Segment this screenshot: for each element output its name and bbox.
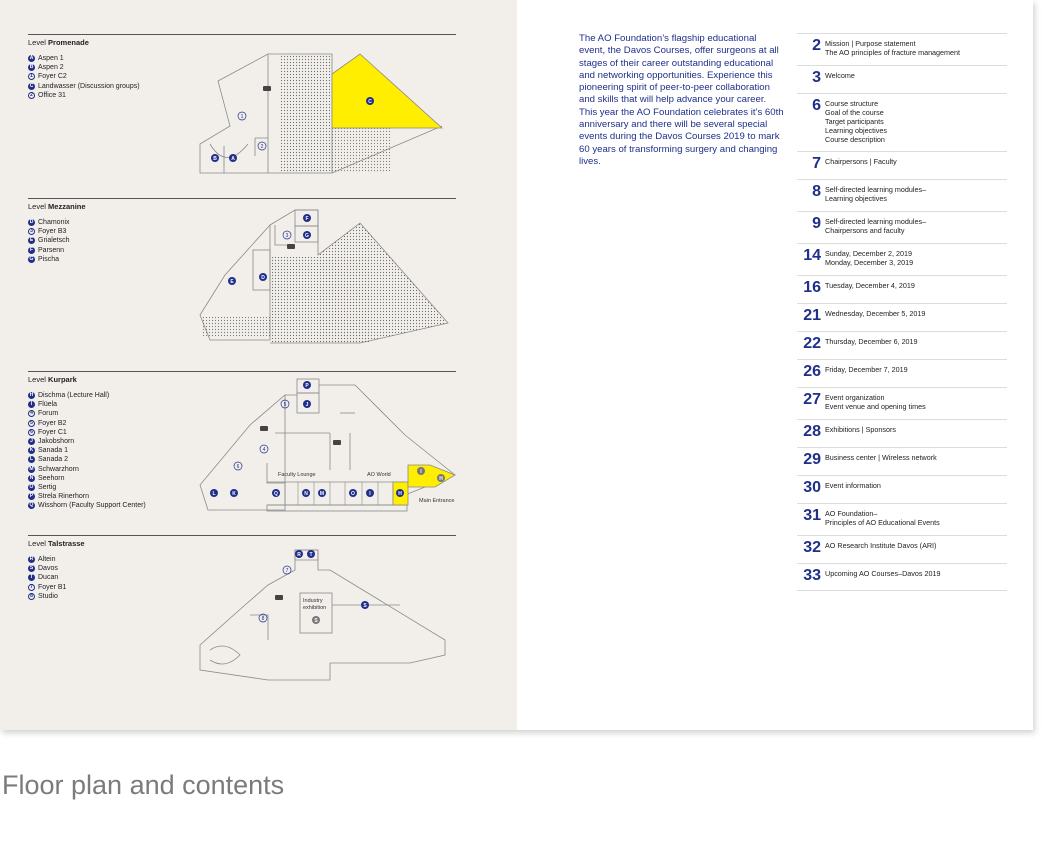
svg-text:B: B xyxy=(213,156,217,162)
toc-entry-text xyxy=(825,279,915,290)
floor-plan-kurpark xyxy=(190,375,460,515)
restroom-icon xyxy=(260,426,268,431)
room-marker xyxy=(272,489,280,497)
industry-exhibition-label: Industry xyxy=(303,598,323,604)
room-marker-icon: J xyxy=(28,438,35,445)
room-legend-item xyxy=(28,501,146,510)
toc-entry-text xyxy=(825,307,925,318)
room-legend-item xyxy=(28,492,146,501)
svg-text:C: C xyxy=(368,99,372,105)
toc-line: AO Research Institute Davos (ARI) xyxy=(825,541,937,550)
room-legend-item xyxy=(28,246,70,255)
room-legend-item xyxy=(28,564,66,573)
room-name: Chamonix xyxy=(38,219,70,227)
toc-page-number: 7 xyxy=(812,155,821,172)
floor-plan-page xyxy=(0,0,517,730)
room-marker-icon: E xyxy=(29,237,34,244)
toc-line: The AO principles of fracture management xyxy=(825,48,961,57)
room-marker-icon: F xyxy=(29,246,34,253)
svg-text:2: 2 xyxy=(260,144,264,150)
room-legend-item xyxy=(28,465,146,474)
room-marker-icon: 1 xyxy=(28,73,35,80)
toc-line: Friday, December 7, 2019 xyxy=(825,365,908,374)
toc-page-number: 26 xyxy=(803,363,821,380)
toc-entry-text xyxy=(825,391,926,411)
table-of-contents xyxy=(797,33,1007,591)
toc-entry xyxy=(797,179,1007,211)
toc-entry xyxy=(797,359,1007,387)
toc-entry xyxy=(797,535,1007,563)
room-name: Foyer B3 xyxy=(38,228,67,236)
room-name: Foyer B2 xyxy=(38,419,67,427)
toc-line: Course structure xyxy=(825,99,879,108)
svg-text:R: R xyxy=(297,552,301,558)
level-divider xyxy=(28,34,456,35)
toc-line: Learning objectives xyxy=(825,126,887,135)
toc-entry xyxy=(797,563,1007,591)
toc-entry-text xyxy=(825,215,926,235)
toc-entry-text xyxy=(825,363,908,374)
room-marker-icon: T xyxy=(29,574,34,581)
room-name: Forum xyxy=(38,410,59,418)
room-marker xyxy=(312,616,320,624)
toc-page-number: 9 xyxy=(812,215,821,232)
room-legend-item xyxy=(28,446,146,455)
room-name: Pischa xyxy=(38,255,60,263)
room-legend-item xyxy=(28,583,66,592)
room-name: Strela Rinerhorn xyxy=(38,493,89,501)
room-marker-icon: I xyxy=(28,401,35,408)
room-marker-icon: H xyxy=(29,392,34,399)
room-marker xyxy=(211,154,219,162)
toc-entry-text xyxy=(825,247,913,267)
level-title: Level Talstrasse xyxy=(28,539,85,548)
room-legend xyxy=(28,54,140,100)
room-marker xyxy=(417,467,425,475)
toc-entry-text xyxy=(825,423,896,434)
room-marker-icon: N xyxy=(29,474,34,481)
room-marker xyxy=(259,273,267,281)
toc-entry xyxy=(797,447,1007,475)
svg-text:N: N xyxy=(304,491,308,497)
room-legend-item xyxy=(28,474,146,483)
toc-entry-text xyxy=(825,183,926,203)
level-divider xyxy=(28,198,456,199)
svg-text:T: T xyxy=(309,552,313,558)
room-legend-item xyxy=(28,227,70,236)
floor-plan-mezzanine xyxy=(190,205,450,345)
room-marker xyxy=(349,489,357,497)
room-name: Sanada 1 xyxy=(38,447,68,455)
room-marker xyxy=(318,489,326,497)
room-marker-icon: L xyxy=(29,456,34,463)
room-legend-item xyxy=(28,419,146,428)
toc-entry xyxy=(797,33,1007,65)
room-marker-icon: M xyxy=(29,465,34,472)
room-legend-item xyxy=(28,592,66,601)
room-legend-item xyxy=(28,483,146,492)
seating-area xyxy=(279,54,332,173)
toc-line: Goal of the course xyxy=(825,108,884,117)
room-name: Landwasser (Discussion groups) xyxy=(38,82,140,90)
image-caption: Floor plan and contents xyxy=(2,770,285,800)
toc-line: Chairpersons and faculty xyxy=(825,226,905,235)
toc-entry-text xyxy=(825,97,887,144)
room-marker-icon: G xyxy=(29,255,34,262)
svg-text:7: 7 xyxy=(285,568,289,574)
room-marker xyxy=(238,112,246,120)
ao-world-label: AO World xyxy=(367,472,391,478)
room-marker-icon: 8 xyxy=(28,593,35,600)
room-marker xyxy=(295,550,303,558)
toc-entry xyxy=(797,387,1007,419)
toc-line: Thursday, December 6, 2019 xyxy=(825,337,918,346)
room-name: Sanada 2 xyxy=(38,456,68,464)
toc-entry xyxy=(797,303,1007,331)
room-name: Aspen 1 xyxy=(38,55,64,63)
toc-entry-text xyxy=(825,567,940,578)
room-name: Grialetsch xyxy=(38,237,70,245)
toc-line: Learning objectives xyxy=(825,194,887,203)
restroom-icon xyxy=(263,86,271,91)
toc-line: Self-directed learning modules– xyxy=(825,185,927,194)
toc-entry xyxy=(797,65,1007,93)
toc-line: Mission | Purpose statement xyxy=(825,39,916,48)
room-legend-item xyxy=(28,54,140,63)
toc-line: Exhibitions | Sponsors xyxy=(825,425,896,434)
room-marker xyxy=(303,231,311,239)
svg-text:A: A xyxy=(231,156,235,162)
room-marker xyxy=(210,489,218,497)
svg-text:I: I xyxy=(420,469,422,475)
room-marker xyxy=(259,614,267,622)
room-legend-item xyxy=(28,63,140,72)
toc-line: Wednesday, December 5, 2019 xyxy=(825,309,926,318)
room-name: Wisshorn (Faculty Support Center) xyxy=(38,502,146,510)
room-marker xyxy=(302,489,310,497)
room-legend-item xyxy=(28,409,146,418)
svg-text:D: D xyxy=(261,275,265,281)
toc-page-number: 32 xyxy=(803,539,821,556)
toc-entry-text xyxy=(825,507,940,527)
svg-text:P: P xyxy=(305,383,309,389)
svg-text:3: 3 xyxy=(285,233,289,239)
room-marker xyxy=(396,489,404,497)
toc-entry-text xyxy=(825,69,855,80)
floor-plan-promenade xyxy=(190,46,450,181)
room-name: Dischma (Lecture Hall) xyxy=(38,392,110,400)
room-legend-item xyxy=(28,437,146,446)
restroom-icon xyxy=(333,440,341,445)
room-marker-icon: 5 xyxy=(28,420,35,427)
room-name: Aspen 2 xyxy=(38,64,64,72)
svg-text:K: K xyxy=(232,491,236,497)
room-legend-item xyxy=(28,455,146,464)
svg-text:I: I xyxy=(369,491,371,497)
room-marker-icon: A xyxy=(29,55,34,62)
toc-entry xyxy=(797,93,1007,151)
room-legend-item xyxy=(28,400,146,409)
svg-text:E: E xyxy=(230,279,234,285)
toc-entry xyxy=(797,211,1007,243)
toc-entry-text xyxy=(825,479,881,490)
room-marker-icon: 6 xyxy=(28,429,35,436)
toc-line: AO Foundation– xyxy=(825,509,878,518)
toc-line: Self-directed learning modules– xyxy=(825,217,927,226)
toc-page-number: 21 xyxy=(803,307,821,324)
toc-entry xyxy=(797,331,1007,359)
room-legend-item xyxy=(28,573,66,582)
highlighted-room-landwasser xyxy=(332,54,442,128)
room-marker xyxy=(303,214,311,222)
contents-page xyxy=(517,0,1033,730)
room-marker xyxy=(234,462,242,470)
room-name: Altein xyxy=(38,556,56,564)
toc-page-number: 30 xyxy=(803,479,821,496)
room-marker xyxy=(281,400,289,408)
svg-text:F: F xyxy=(305,216,309,222)
toc-page-number: 8 xyxy=(812,183,821,200)
toc-entry-text xyxy=(825,451,937,462)
room-name: Ducan xyxy=(38,574,59,582)
toc-entry-text xyxy=(825,335,918,346)
toc-page-number: 28 xyxy=(803,423,821,440)
room-marker xyxy=(303,381,311,389)
svg-text:G: G xyxy=(305,233,309,239)
room-marker-icon: 4 xyxy=(28,410,35,417)
room-marker xyxy=(303,400,311,408)
room-marker-icon: 3 xyxy=(28,228,35,235)
room-name: Schwarzhorn xyxy=(38,465,79,473)
room-name: Office 31 xyxy=(38,91,66,99)
room-marker xyxy=(228,277,236,285)
svg-text:8: 8 xyxy=(261,616,265,622)
svg-text:4: 4 xyxy=(262,447,266,453)
toc-entry-text xyxy=(825,155,897,166)
room-name: Jakobshorn xyxy=(38,438,75,446)
room-marker-icon: 7 xyxy=(28,584,35,591)
room-marker xyxy=(283,231,291,239)
svg-text:6: 6 xyxy=(236,464,240,470)
room-marker xyxy=(230,489,238,497)
room-name: Studio xyxy=(38,592,58,600)
room-legend-item xyxy=(28,428,146,437)
room-marker xyxy=(229,154,237,162)
room-legend-item xyxy=(28,236,70,245)
toc-entry xyxy=(797,419,1007,447)
room-marker-icon: Q xyxy=(29,502,34,509)
room-name: Parsenn xyxy=(38,246,65,254)
toc-entry xyxy=(797,475,1007,503)
level-title: Level Mezzanine xyxy=(28,202,86,211)
room-marker xyxy=(366,489,374,497)
svg-text:L: L xyxy=(212,491,216,497)
room-legend-item xyxy=(28,255,70,264)
toc-line: Monday, December 3, 2019 xyxy=(825,258,914,267)
room-marker xyxy=(361,601,369,609)
level-title: Level Promenade xyxy=(28,38,89,47)
toc-entry-text xyxy=(825,37,960,57)
toc-line: Chairpersons | Faculty xyxy=(825,157,897,166)
toc-line: Event venue and opening times xyxy=(825,402,926,411)
room-marker xyxy=(307,550,315,558)
room-legend-item xyxy=(28,555,66,564)
room-legend xyxy=(28,391,146,510)
toc-line: Upcoming AO Courses–Davos 2019 xyxy=(825,569,941,578)
svg-text:S: S xyxy=(363,603,367,609)
toc-entry xyxy=(797,243,1007,275)
toc-page-number: 27 xyxy=(803,391,821,408)
toc-line: Principles of AO Educational Events xyxy=(825,518,940,527)
toc-line: Sunday, December 2, 2019 xyxy=(825,249,912,258)
room-name: Seehorn xyxy=(38,474,65,482)
toc-page-number: 22 xyxy=(803,335,821,352)
restroom-icon xyxy=(287,244,295,249)
main-entrance-label: Main Entrance xyxy=(419,498,455,504)
restroom-icon xyxy=(275,595,283,600)
room-legend-item xyxy=(28,72,140,81)
toc-entry-text xyxy=(825,539,936,550)
svg-text:M: M xyxy=(319,491,325,497)
toc-entry xyxy=(797,275,1007,303)
room-legend xyxy=(28,218,70,264)
toc-line: Tuesday, December 4, 2019 xyxy=(825,281,915,290)
level-divider xyxy=(28,535,456,536)
intro-paragraph: The AO Foundation’s flagship educational event, the Davos Courses, offer surgeons at all stages of their career outstanding educational and networking opportunities. Experience this pioneering spirit of peer-to-peer collaboration and skills that will help advance your career. This year the AO Foundation celebrates it’s 60th anniversary and there will be several special events during the Davos Courses 2019 to mark 60 years of transforming surgery and changing lives. xyxy=(579,33,784,167)
svg-text:5: 5 xyxy=(283,402,287,408)
toc-entry xyxy=(797,151,1007,179)
room-marker xyxy=(260,445,268,453)
seating-area xyxy=(318,223,448,343)
toc-page-number: 14 xyxy=(803,247,821,264)
toc-page-number: 3 xyxy=(812,69,821,86)
room-marker-icon: K xyxy=(29,447,34,454)
toc-line: Welcome xyxy=(825,71,855,80)
toc-page-number: 16 xyxy=(803,279,821,296)
room-marker-icon: P xyxy=(29,493,34,500)
room-marker-icon: R xyxy=(29,556,34,563)
toc-line: Course description xyxy=(825,135,885,144)
toc-page-number: 29 xyxy=(803,451,821,468)
room-legend-item xyxy=(28,91,140,100)
svg-text:S: S xyxy=(314,618,318,624)
toc-entry xyxy=(797,503,1007,535)
room-legend xyxy=(28,555,66,601)
room-marker-icon: B xyxy=(29,64,34,71)
seating-area xyxy=(202,317,270,337)
svg-text:Q: Q xyxy=(274,491,278,497)
room-marker xyxy=(258,142,266,150)
svg-text:H: H xyxy=(398,491,402,497)
level-title: Level Kurpark xyxy=(28,375,77,384)
svg-text:J: J xyxy=(305,402,309,408)
svg-text:1: 1 xyxy=(240,114,244,120)
toc-line: Business center | Wireless network xyxy=(825,453,937,462)
floor-plan-talstrasse xyxy=(190,545,450,690)
room-name: Foyer C2 xyxy=(38,73,67,81)
room-marker-icon: S xyxy=(29,565,34,572)
room-name: Foyer B1 xyxy=(38,583,67,591)
toc-page-number: 2 xyxy=(812,37,821,54)
toc-line: Event organization xyxy=(825,393,885,402)
toc-page-number: 31 xyxy=(803,507,821,524)
room-name: Foyer C1 xyxy=(38,428,67,436)
toc-line: Target participants xyxy=(825,117,884,126)
svg-text:O: O xyxy=(351,491,355,497)
room-name: Davos xyxy=(38,565,58,573)
toc-line: Event information xyxy=(825,481,881,490)
room-legend-item xyxy=(28,82,140,91)
room-name: Flüela xyxy=(38,401,58,409)
room-marker-icon: O xyxy=(29,483,34,490)
room-marker xyxy=(283,566,291,574)
room-legend-item xyxy=(28,391,146,400)
room-marker xyxy=(366,97,374,105)
highlighted-main-entrance xyxy=(408,465,455,487)
toc-page-number: 6 xyxy=(812,97,821,114)
room-marker xyxy=(437,474,445,482)
level-divider xyxy=(28,371,456,372)
room-legend-item xyxy=(28,218,70,227)
room-marker-icon: C xyxy=(29,82,34,89)
room-name: Sertig xyxy=(38,483,57,491)
room-marker-icon: D xyxy=(29,219,34,226)
toc-page-number: 33 xyxy=(803,567,821,584)
faculty-lounge-label: Faculty Lounge xyxy=(278,472,316,478)
industry-exhibition-label: exhibition xyxy=(303,605,327,611)
room-marker-icon: 2 xyxy=(28,92,35,99)
svg-text:H: H xyxy=(439,476,443,482)
